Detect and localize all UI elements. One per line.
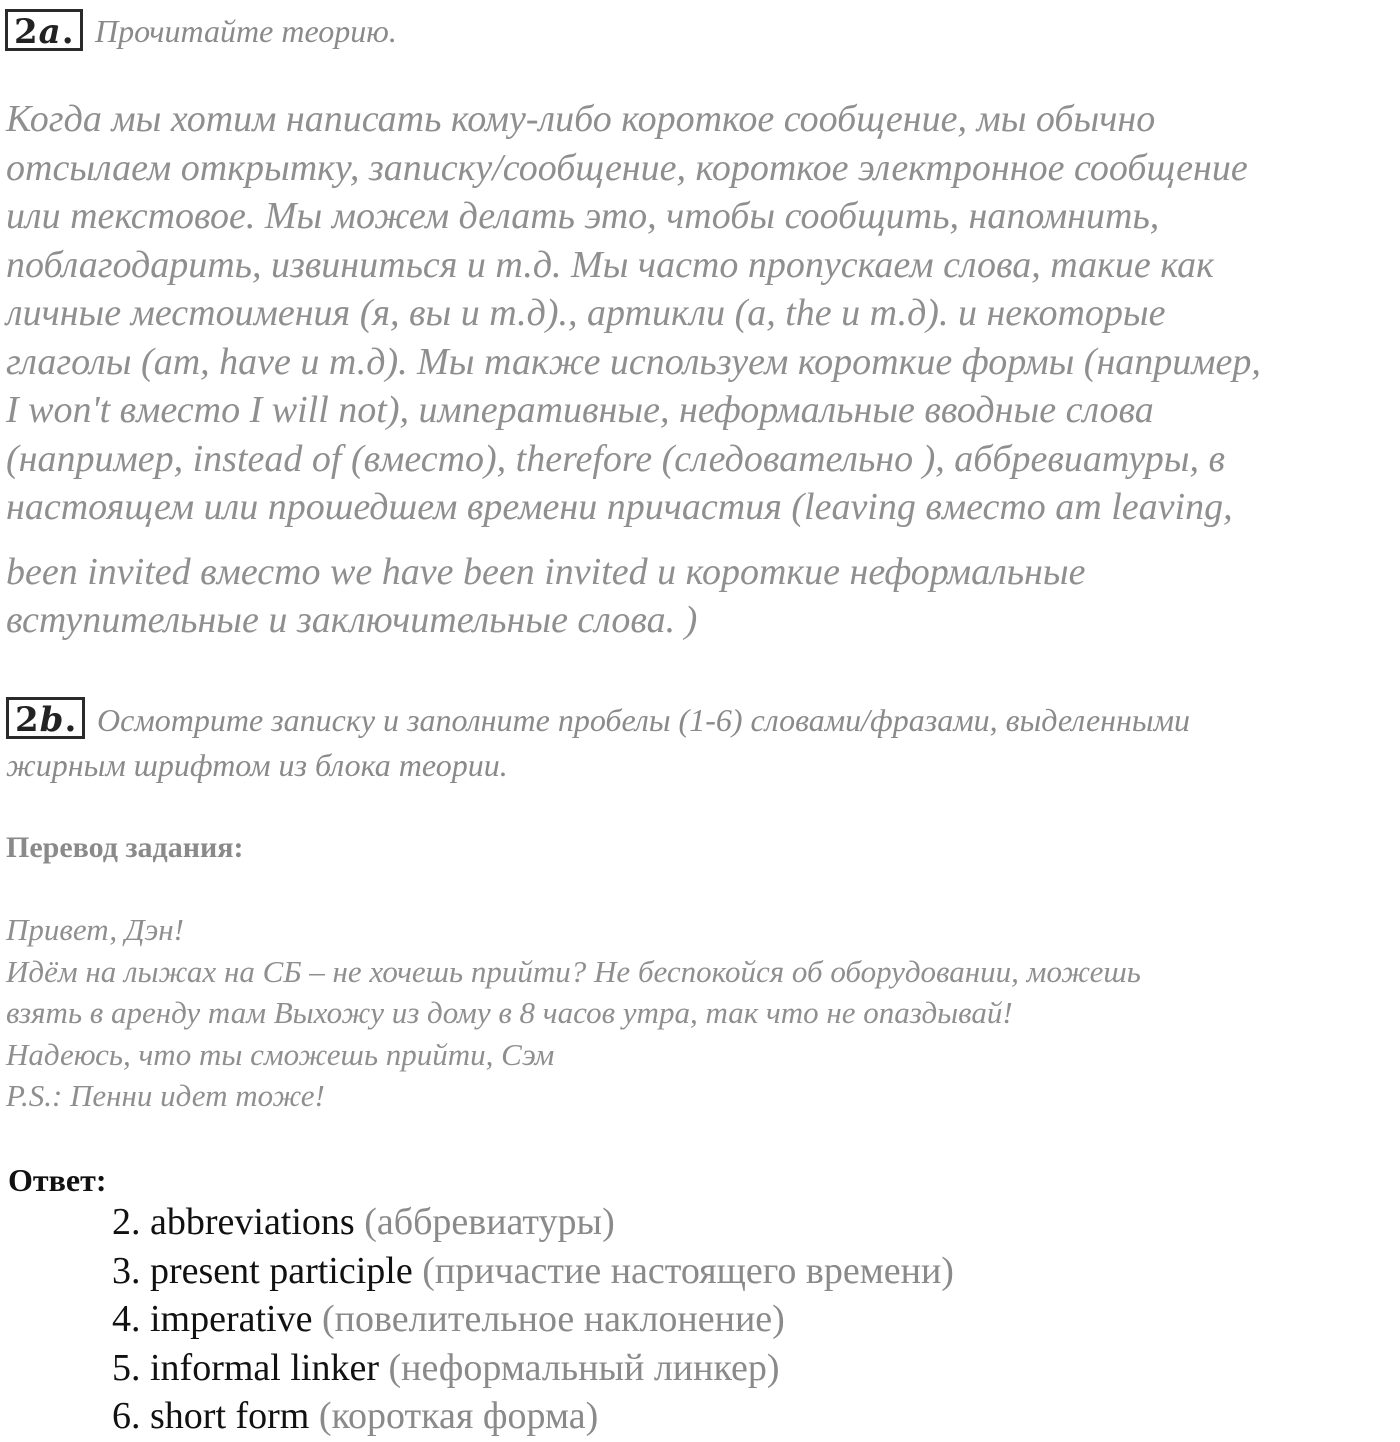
answer-english: short form [150, 1395, 310, 1437]
answer-number: 4. [112, 1298, 141, 1340]
note-line: взять в аренду там Выхожу из дому в 8 часов утра, так что не опаздывай! [6, 995, 1013, 1030]
answer-item [112, 1295, 954, 1344]
answer-russian: (неформальный линкер) [388, 1346, 780, 1389]
badge-letter: a [38, 12, 62, 52]
answer-item [112, 1198, 954, 1247]
answer-english: present participle [150, 1249, 413, 1292]
task-badge-2b [6, 697, 85, 739]
badge-dot: . [61, 12, 75, 52]
answer-number: 2. [112, 1201, 141, 1243]
theory-line: личные местоимения (я, вы и т.д)., артикли (a, the и т.д). и некоторые [6, 292, 1166, 334]
answer-number: 3. [112, 1249, 141, 1292]
note-line: Идём на лыжах на СБ – не хочешь прийти? Не беспокойся об оборудовании, можешь [6, 953, 1141, 989]
theory-line: или текстовое. Мы можем делать это, чтобы сообщить, напомнить, [6, 195, 1160, 237]
theory-line: отсылаем открытку, записку/сообщение, короткое электронное сообщение [6, 146, 1248, 189]
theory-line: I won't вместо I will not), императивные, неформальные вводные слова [6, 389, 1154, 431]
translated-note [6, 909, 1141, 1117]
answer-number: 6. [112, 1395, 141, 1437]
theory-line: Когда мы хотим написать кому-либо короткое сообщение, мы обычно [6, 98, 1156, 140]
badge-letter: b [39, 700, 65, 740]
answer-english: imperative [150, 1298, 313, 1340]
note-line: Надеюсь, что ты сможешь прийти, Сэм [6, 1036, 555, 1072]
answer-heading: Ответ: [8, 1162, 107, 1198]
answer-item [112, 1247, 954, 1296]
translation-heading: Перевод задания: [6, 831, 244, 864]
theory-line: (например, instead of (вместо), therefore (следовательно ), аббревиатуры, в [6, 437, 1225, 480]
theory-line: настоящем или прошедшем времени причастия (leaving вместо am leaving, [6, 486, 1233, 528]
theory-line: been invited вместо we have been invited и короткие неформальные [6, 550, 1086, 593]
answer-item [112, 1392, 954, 1441]
theory-line: глаголы (am, have и т.д). Мы также используем короткие формы (например, [6, 340, 1261, 383]
badge-number: 2 [14, 12, 39, 52]
task-2b-instruction-line-2: жирным шрифтом из блока теории. [6, 747, 508, 783]
answer-russian: (аббревиатуры) [364, 1201, 615, 1243]
badge-dot: . [64, 700, 78, 740]
theory-text [6, 95, 1400, 645]
answer-number: 5. [112, 1346, 141, 1389]
answer-russian: (причастие настоящего времени) [422, 1249, 954, 1292]
task-2a-instruction: Прочитайте теорию. [95, 13, 397, 49]
answer-russian: (повелительное наклонение) [321, 1298, 785, 1340]
answer-english: informal linker [150, 1346, 379, 1389]
answer-russian: (короткая форма) [318, 1395, 599, 1437]
task-2b-instruction-line-1: Осмотрите записку и заполните пробелы (1-6) словами/фразами, выделенными [97, 702, 1191, 738]
badge-number: 2 [15, 700, 40, 740]
task-badge-2a [5, 9, 83, 51]
note-line: P.S.: Пенни идет тоже! [6, 1078, 325, 1113]
answer-item [112, 1344, 954, 1393]
theory-line: вступительные и заключительные слова. ) [6, 599, 698, 641]
theory-line: поблагодарить, извиниться и т.д. Мы часто пропускаем слова, такие как [6, 243, 1214, 286]
note-line: Привет, Дэн! [6, 912, 184, 947]
answer-english: abbreviations [150, 1201, 355, 1243]
answer-list [112, 1198, 954, 1441]
